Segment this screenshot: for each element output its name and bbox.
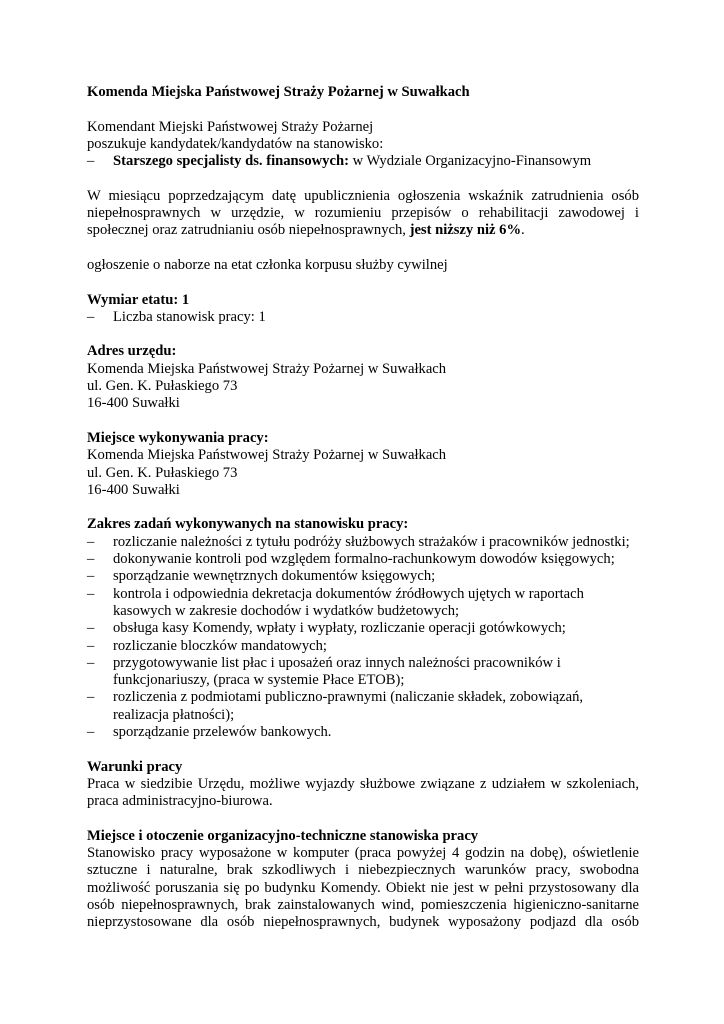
address-line: 16-400 Suwałki [87,395,180,412]
dash-bullet: – [87,153,95,170]
dash-bullet: – [87,654,95,671]
section-heading: Miejsce i otoczenie organizacyjno-techniczne stanowiska pracy [87,827,479,844]
document-title: Komenda Miejska Państwowej Straży Pożarnej w Suwałkach [87,84,470,100]
list-item: – rozliczanie bloczków mandatowych; [87,637,327,654]
address-line: Komenda Miejska Państwowej Straży Pożarnej w Suwałkach [87,447,447,464]
dash-bullet: – [87,689,95,706]
disability-ratio: jest niższy niż 6% [409,222,522,239]
list-item: – kontrola i odpowiednia dekretacja dokumentów źródłowych ujętych w raportach kasowych w zakresie dochodów i wydatków budżetowych; [87,585,584,619]
section-heading: Wymiar etatu: 1 [87,291,190,308]
intro-line-1: Komendant Miejski Państwowej Straży Pożarnej [87,118,374,135]
section-miejsce [87,430,639,499]
address-line: 16-400 Suwałki [87,481,180,498]
list-item: – Liczba stanowisk pracy: 1 [87,308,266,325]
position-title: Starszego specjalisty ds. finansowych: [113,153,349,170]
section-text: Praca w siedzibie Urzędu, możliwe wyjazdy służbowe związane z udziałem w szkoleniach, praca administracyjno-biurowa. [87,775,639,810]
position-item [87,153,639,170]
section-zakres [87,516,639,741]
disability-statement: W miesiącu poprzedzającym datę upublicznienia ogłoszenia wskaźnik zatrudnienia osób niepełnosprawnych w urzędzie, w rozumieniu przepisów o rehabilitacji zawodowej i społecznej oraz zatrudnianiu osób niepełnosprawnych, jest niższy niż 6%. [87,187,639,239]
dash-bullet: – [87,637,95,654]
list-item: – rozliczanie należności z tytułu podróży służbowych strażaków i pracowników jednostki; [87,533,630,550]
intro-block [87,119,639,171]
section-warunki [87,759,639,811]
position-department: w Wydziale Organizacyjno-Finansowym [348,153,592,170]
list-item: – przygotowywanie list płac i uposażeń oraz innych należności pracowników i funkcjonariuszy, (praca w systemie Płace ETOB); [87,654,561,689]
dash-bullet: – [87,551,95,568]
section-heading: Miejsce wykonywania pracy: [87,429,269,446]
dash-bullet: – [87,723,95,740]
address-line: ul. Gen. K. Pułaskiego 73 [87,378,238,395]
dash-bullet: – [87,308,95,325]
section-heading: Adres urzędu: [87,343,177,360]
list-item: – rozliczenia z podmiotami publiczno-prawnymi (naliczanie składek, zobowiązań, realizacja płatności); [87,689,584,723]
dash-bullet: – [87,533,95,550]
section-otoczenie [87,828,639,932]
dash-bullet: – [87,568,95,585]
address-line: ul. Gen. K. Pułaskiego 73 [87,464,238,481]
list-item: – sporządzanie przelewów bankowych. [87,723,332,740]
list-item: – dokonywanie kontroli pod względem formalno-rachunkowym dowodów księgowych; [87,551,615,568]
document-page [87,84,639,932]
section-wymiar [87,292,639,327]
section-heading: Zakres zadań wykonywanych na stanowisku pracy: [87,516,409,533]
dash-bullet: – [87,585,95,602]
dash-bullet: – [87,620,95,637]
list-item: – sporządzanie wewnętrznych dokumentów księgowych; [87,568,436,585]
section-heading: Warunki pracy [87,758,183,775]
list-item: – obsługa kasy Komendy, wpłaty i wypłaty, rozliczanie operacji gotówkowych; [87,620,566,637]
announcement-type: ogłoszenie o naborze na etat członka korpusu służby cywilnej [87,256,448,273]
address-line: Komenda Miejska Państwowej Straży Pożarnej w Suwałkach [87,360,447,377]
section-text: Stanowisko pracy wyposażone w komputer (praca powyżej 4 godzin na dobę), oświetlenie sztuczne i naturalne, brak szkodliwych i niebezpiecznych warunków pracy, swobodna możliwość poruszania się po budynku Komendy. Obiekt nie jest w pełni przystosowany dla osób niepełnosprawnych, brak zainstalowanych wind, pomieszczenia higieniczno-sanitarne nieprzystosowane dla osób niepełnosprawnych, budynek wyposażony podjazd dla osób [87,845,639,931]
section-adres [87,343,639,412]
intro-line-2: poszukuje kandydatek/kandydatów na stanowisko: [87,135,384,152]
